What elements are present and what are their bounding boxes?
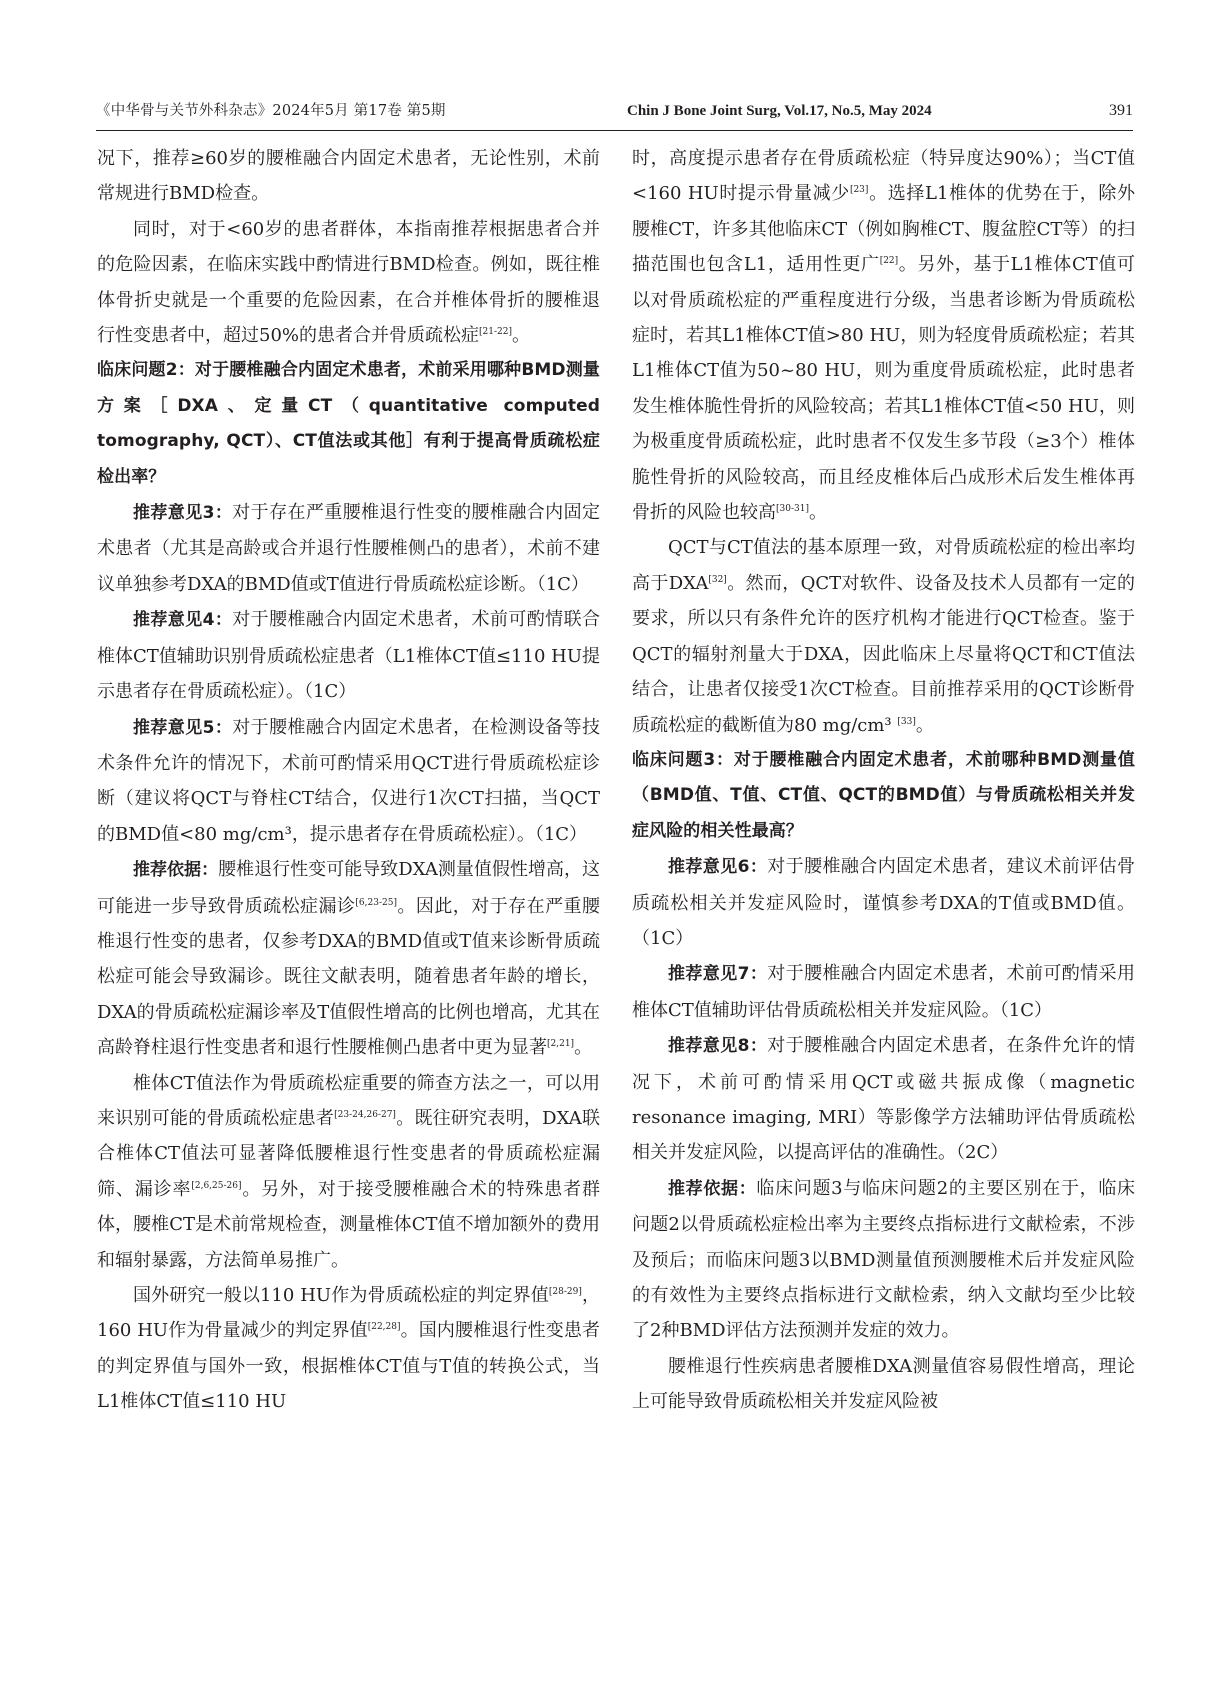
left-column [97, 141, 600, 1420]
paragraph: 椎体CT值法作为骨质疏松症重要的筛查方法之一，可以用来识别可能的骨质疏松症患者[23-24,26-27]。既往研究表明，DXA联合椎体CT值法可显著降低腰椎退行性变患者的骨质疏松症漏筛、漏诊率[2,6,25-26]。另外，对于接受腰椎融合术的特殊患者群体，腰椎CT是术前常规检查，测量椎体CT值不增加额外的费用和辐射暴露，方法简单易推广。 [97, 1072, 600, 1271]
recommendation-label: 推荐依据： [133, 860, 219, 881]
recommendation-3: 推荐意见3：对于存在严重腰椎退行性变的腰椎融合内固定术患者（尤其是高龄或合并退行性腰椎侧凸的患者），术前不建议单独参考DXA的BMD值或T值进行骨质疏松症诊断。（1C） [97, 502, 600, 595]
recommendation-5: 推荐意见5：对于腰椎融合内固定术患者，在检测设备等技术条件允许的情况下，术前可酌情采用QCT进行骨质疏松症诊断（建议将QCT与脊柱CT结合，仅进行1次CT扫描，当QCT的BMD值<80 mg/cm³，提示患者存在骨质疏松症）。（1C） [97, 716, 600, 845]
citation: [32] [708, 574, 727, 585]
journal-en-title: Chin J Bone Joint Surg, Vol.17, No.5, May 2024 [627, 103, 932, 119]
journal-cn-title: 《中华骨与关节外科杂志》2024年5月 第17卷 第5期 [96, 103, 446, 119]
recommendation-label: 推荐意见3： [133, 503, 233, 524]
recommendation-label: 推荐依据： [668, 1178, 757, 1199]
header-rule [96, 130, 1133, 131]
paragraph: 国外研究一般以110 HU作为骨质疏松症的判定界值[28-29]，160 HU作为骨量减少的判定界值[22,28]。国内腰椎退行性变患者的判定界值与国外一致，根据椎体CT值与T值的转换公式，当L1椎体CT值≤110 HU [97, 1285, 601, 1413]
recommendation-label: 推荐意见8： [668, 1036, 768, 1057]
citation: [23-24,26-27] [334, 1109, 396, 1120]
paragraph: 腰椎退行性疾病患者腰椎DXA测量值容易假性增高，理论上可能导致骨质疏松相关并发症风险被 [632, 1355, 1135, 1413]
page-number: 391 [1109, 102, 1133, 119]
recommendation-8: 推荐意见8：对于腰椎融合内固定术患者，在条件允许的情况下，术前可酌情采用QCT或磁共振成像（magnetic resonance imaging, MRI）等影像学方法辅助评估骨质疏松相关并发症风险，以提高评估的准确性。（2C） [632, 1035, 1135, 1164]
clinical-question-3: 临床问题3：对于腰椎融合内固定术患者，术前哪种BMD测量值（BMD值、T值、CT值、QCT的BMD值）与骨质疏松相关并发症风险的相关性最高？ [632, 749, 1135, 841]
recommendation-label: 推荐意见7： [668, 964, 768, 985]
citation: [28-29] [548, 1287, 582, 1297]
citation: [6,23-25] [355, 897, 397, 908]
citation: [2,6,25-26] [191, 1180, 242, 1191]
citation: [30-31] [776, 504, 809, 515]
recommendation-label: 推荐意见4： [133, 610, 233, 631]
recommendation-7: 推荐意见7：对于腰椎融合内固定术患者，术前可酌情采用椎体CT值辅助评估骨质疏松相关并发症风险。（1C） [632, 963, 1135, 1021]
recommendation-basis: 推荐依据：临床问题3与临床问题2的主要区别在于，临床问题2以骨质疏松症检出率为主要终点指标进行文献检索，不涉及预后；而临床问题3以BMD测量值预测腰椎术后并发症风险的有效性为主要终点指标进行文献检索，纳入文献均至少比较了2种BMD评估方法预测并发症的效力。 [632, 1177, 1135, 1342]
right-column [632, 141, 1135, 1420]
recommendation-6: 推荐意见6：对于腰椎融合内固定术患者，建议术前评估骨质疏松相关并发症风险时，谨慎参考DXA的T值或BMD值。（1C） [632, 856, 1135, 949]
citation: [21-22] [479, 327, 512, 338]
running-header [96, 98, 1133, 124]
paragraph: 同时，对于<60岁的患者群体，本指南推荐根据患者合并的危险因素，在临床实践中酌情进行BMD检查。例如，既往椎体骨折史就是一个重要的危险因素，在合并椎体骨折的腰椎退行性变患者中，超过50%的患者合并骨质疏松症[21-22]。 [97, 218, 600, 347]
paragraph: 况下，推荐≥60岁的腰椎融合内固定术患者，无论性别，术前常规进行BMD检查。 [97, 148, 600, 205]
citation: [22] [879, 256, 899, 267]
citation: [22,28] [367, 1322, 401, 1333]
recommendation-4: 推荐意见4：对于腰椎融合内固定术患者，术前可酌情联合椎体CT值辅助识别骨质疏松症患者（L1椎体CT值≤110 HU提示患者存在骨质疏松症）。（1C） [97, 609, 600, 703]
recommendation-label: 推荐意见6： [668, 857, 768, 878]
citation: [23] [849, 185, 869, 196]
paragraph: QCT与CT值法的基本原理一致，对骨质疏松症的检出率均高于DXA[32]。然而，QCT对软件、设备及技术人员都有一定的要求，所以只有条件允许的医疗机构才能进行QCT检查。鉴于QCT的辐射剂量大于DXA，因此临床上尽量将QCT和CT值法结合，让患者仅接受1次CT检查。目前推荐采用的QCT诊断骨质疏松症的截断值为80 mg/cm³ [33]。 [632, 537, 1135, 736]
citation: [2,21] [547, 1039, 575, 1050]
paragraph: 时，高度提示患者存在骨质疏松症（特异度达90%）；当CT值<160 HU时提示骨量减少[23]。选择L1椎体的优势在于，除外腰椎CT，许多其他临床CT（例如胸椎CT、腹盆腔CT等）的扫描范围也包含L1，适用性更广[22]。另外，基于L1椎体CT值可以对骨质疏松症的严重程度进行分级，当患者诊断为骨质疏松症时，若其L1椎体CT值>80 HU，则为轻度骨质疏松症；若其L1椎体CT值为50~80 HU，则为重度骨质疏松症，此时患者发生椎体脆性骨折的风险较高；若其L1椎体CT值<50 HU，则为极重度骨质疏松症，此时患者不仅发生多节段（≥3个）椎体脆性骨折的风险较高，而且经皮椎体后凸成形术后发生椎体再骨折的风险也较高[30-31]。 [632, 148, 1136, 524]
citation: [33] [897, 716, 916, 727]
recommendation-basis: 推荐依据：腰椎退行性变可能导致DXA测量值假性增高，这可能进一步导致骨质疏松症漏诊[6,23-25]。因此，对于存在严重腰椎退行性变的患者，仅参考DXA的BMD值或T值来诊断骨质疏松症可能会导致漏诊。既往文献表明，随着患者年龄的增长，DXA的骨质疏松症漏诊率及T值假性增高的比例也增高，尤其在高龄脊柱退行性变患者和退行性腰椎侧凸患者中更为显著[2,21]。 [97, 859, 601, 1059]
recommendation-label: 推荐意见5： [133, 717, 233, 738]
clinical-question-2: 临床问题2：对于腰椎融合内固定术患者，术前采用哪种BMD测量方案［DXA、定量CT（quantitative computed tomography, QCT）、CT值法或其他］有利于提高骨质疏松症检出率？ [97, 360, 600, 487]
